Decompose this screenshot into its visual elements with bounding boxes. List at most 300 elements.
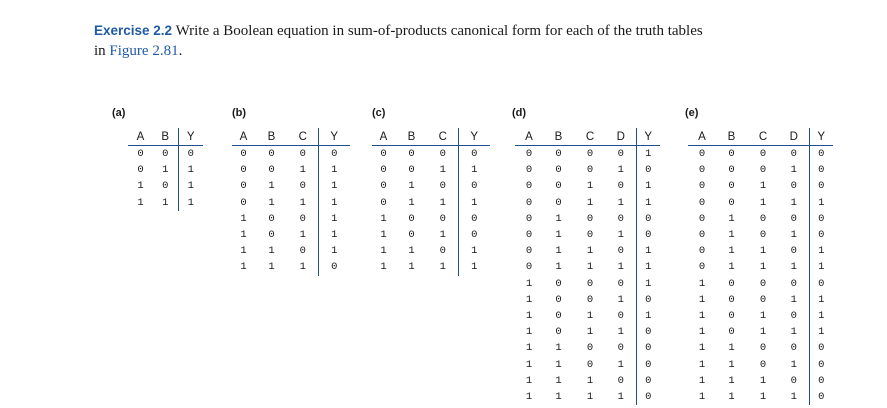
cell-c: 0 [759,342,767,355]
cell-d: 1 [617,293,624,306]
column-header-b: B [153,128,178,146]
cell-y: 1 [809,324,833,340]
table-row [515,227,660,243]
cell-a: 0 [525,229,533,242]
cell-c: 1 [586,390,594,403]
table-row [688,340,833,356]
cell-b: 0 [728,180,735,193]
table-row [688,243,833,259]
cell-a: 1 [137,196,144,209]
cell-d: 0 [617,342,624,355]
cell-y: 0 [809,276,833,292]
table-c-label: (c) [372,107,386,119]
cell-a: 0 [525,261,533,274]
cell-c: 0 [586,277,594,290]
column-header-d: D [779,128,809,146]
column-header-b: B [716,128,747,146]
cell-y: 0 [636,373,660,389]
cell-c: 1 [586,309,594,322]
cell-y: 1 [636,146,660,163]
cell-c: 1 [759,390,767,403]
column-header-c: C [574,128,606,146]
cell-a: 1 [525,342,533,355]
table-row [688,373,833,389]
cell-b: 0 [728,277,735,290]
cell-c: 1 [299,164,306,177]
cell-a: 0 [380,180,387,193]
cell-d: 1 [790,293,797,306]
cell-c: 1 [586,374,594,387]
cell-a: 0 [698,196,706,209]
cell-y: 0 [318,146,350,163]
cell-b: 1 [728,390,735,403]
table-a-label: (a) [112,107,126,119]
cell-b: 1 [728,245,735,258]
table-row [515,373,660,389]
cell-a: 0 [240,196,247,209]
cell-a: 0 [525,196,533,209]
table-e-label: (e) [685,107,699,119]
cell-d: 1 [617,326,624,339]
cell-b: 0 [555,309,562,322]
exercise-label: Exercise 2.2 [94,23,173,38]
cell-b: 1 [555,374,562,387]
cell-b: 1 [728,342,735,355]
cell-y: 1 [636,243,660,259]
table-row [515,389,660,405]
cell-y: 0 [318,259,350,275]
cell-a: 0 [698,164,706,177]
cell-b: 1 [728,229,735,242]
cell-b: 1 [162,196,169,209]
cell-y: 0 [809,373,833,389]
cell-y: 0 [636,292,660,308]
cell-a: 1 [525,390,533,403]
cell-d: 0 [790,245,797,258]
cell-a: 1 [698,293,706,306]
table-d-label: (d) [512,107,527,119]
table-row [128,195,203,211]
cell-b: 1 [555,390,562,403]
cell-b: 0 [728,164,735,177]
cell-a: 1 [698,374,706,387]
cell-y: 1 [458,259,490,275]
cell-y: 1 [178,178,203,194]
cell-b: 0 [408,229,415,242]
cell-y: 0 [636,340,660,356]
truth-table-c [372,128,490,276]
table-row [688,292,833,308]
cell-b: 0 [728,148,735,161]
cell-a: 0 [380,196,387,209]
cell-y: 0 [809,227,833,243]
table-row [372,227,490,243]
cell-a: 1 [698,326,706,339]
cell-a: 1 [698,309,706,322]
table-row [232,211,350,227]
truth-table-a [128,128,203,211]
cell-b: 0 [728,196,735,209]
cell-c: 0 [586,148,594,161]
table-row [515,259,660,275]
cell-b: 0 [728,326,735,339]
table-row [372,195,490,211]
cell-d: 1 [790,261,797,274]
column-header-a: A [515,128,543,146]
cell-b: 1 [555,245,562,258]
cell-d: 0 [617,180,624,193]
cell-y: 1 [318,195,350,211]
cell-y: 0 [636,211,660,227]
cell-b: 0 [555,196,562,209]
cell-d: 0 [617,245,624,258]
truth-table-b [232,128,350,276]
cell-y: 1 [809,292,833,308]
table-row [128,162,203,178]
cell-d: 1 [790,326,797,339]
cell-y: 0 [809,356,833,372]
cell-d: 0 [790,148,797,161]
table-row [232,243,350,259]
table-row [515,211,660,227]
cell-b: 1 [268,180,275,193]
table-row [232,146,350,163]
cell-b: 0 [268,148,275,161]
cell-a: 0 [698,245,706,258]
cell-y: 1 [318,243,350,259]
cell-c: 0 [439,180,446,193]
cell-b: 1 [162,164,169,177]
cell-b: 0 [268,229,275,242]
table-row [688,324,833,340]
cell-d: 0 [617,148,624,161]
cell-y: 1 [636,259,660,275]
cell-b: 0 [555,326,562,339]
cell-y: 0 [458,178,490,194]
table-row [688,356,833,372]
column-header-b: B [395,128,428,146]
cell-b: 1 [728,212,735,225]
cell-b: 1 [555,212,562,225]
cell-c: 1 [759,245,767,258]
table-row [232,162,350,178]
cell-d: 0 [617,374,624,387]
cell-a: 1 [380,261,387,274]
column-header-c: C [747,128,779,146]
table-row [128,178,203,194]
cell-y: 1 [178,162,203,178]
cell-d: 0 [790,180,797,193]
table-row [515,243,660,259]
table-row [372,178,490,194]
cell-d: 1 [790,358,797,371]
cell-y: 0 [809,211,833,227]
cell-a: 0 [137,148,144,161]
cell-b: 1 [728,261,735,274]
cell-c: 0 [586,229,594,242]
cell-a: 0 [698,180,706,193]
cell-a: 0 [698,261,706,274]
table-row [232,259,350,275]
cell-d: 0 [617,277,624,290]
cell-b: 0 [555,148,562,161]
table-b-label: (b) [232,107,247,119]
cell-a: 1 [525,277,533,290]
cell-c: 1 [439,229,446,242]
cell-y: 0 [458,227,490,243]
cell-a: 1 [698,358,706,371]
cell-d: 1 [617,261,624,274]
cell-d: 0 [617,309,624,322]
cell-c: 1 [759,309,767,322]
cell-a: 0 [698,229,706,242]
table-row [515,340,660,356]
cell-a: 1 [240,261,247,274]
cell-y: 0 [458,211,490,227]
cell-d: 1 [790,164,797,177]
cell-a: 1 [525,309,533,322]
cell-a: 1 [698,390,706,403]
cell-a: 0 [525,180,533,193]
cell-c: 1 [586,245,594,258]
cell-b: 0 [728,293,735,306]
cell-c: 1 [759,326,767,339]
cell-c: 1 [759,374,767,387]
table-row [688,227,833,243]
cell-y: 1 [809,195,833,211]
cell-a: 0 [698,148,706,161]
cell-b: 1 [268,196,275,209]
cell-d: 1 [790,196,797,209]
cell-a: 1 [698,277,706,290]
exercise-text: Write a Boolean equation in sum-of-products canonical form for each of the truth tables in [94,23,703,59]
cell-a: 0 [525,245,533,258]
cell-d: 1 [617,390,624,403]
cell-d: 1 [617,196,624,209]
cell-b: 0 [728,309,735,322]
cell-c: 0 [586,164,594,177]
cell-c: 0 [586,358,594,371]
cell-y: 1 [636,276,660,292]
cell-b: 1 [408,196,415,209]
table-row [688,389,833,405]
cell-b: 0 [408,164,415,177]
cell-y: 0 [809,178,833,194]
cell-c: 1 [759,180,767,193]
table-row [688,276,833,292]
cell-b: 0 [555,293,562,306]
cell-c: 0 [586,212,594,225]
column-header-d: D [606,128,636,146]
cell-d: 0 [617,212,624,225]
table-row [232,227,350,243]
cell-c: 1 [439,261,446,274]
cell-y: 1 [178,195,203,211]
cell-b: 0 [268,212,275,225]
cell-c: 0 [759,293,767,306]
cell-a: 1 [380,212,387,225]
cell-a: 0 [240,148,247,161]
cell-y: 1 [458,195,490,211]
cell-c: 1 [586,261,594,274]
table-row [515,146,660,163]
cell-y: 1 [636,195,660,211]
cell-c: 1 [586,196,594,209]
cell-c: 1 [439,164,446,177]
cell-y: 0 [636,162,660,178]
cell-a: 1 [380,245,387,258]
table-row [515,356,660,372]
cell-c: 0 [759,148,767,161]
cell-c: 0 [759,277,767,290]
cell-b: 0 [162,180,169,193]
column-header-a: A [372,128,395,146]
cell-d: 0 [790,342,797,355]
column-header-a: A [688,128,716,146]
cell-c: 0 [299,148,306,161]
column-header-b: B [255,128,288,146]
cell-b: 0 [408,212,415,225]
cell-y: 1 [318,178,350,194]
cell-y: 0 [809,389,833,405]
cell-b: 1 [408,245,415,258]
cell-b: 0 [555,277,562,290]
cell-a: 1 [698,342,706,355]
cell-y: 1 [318,162,350,178]
table-row [515,276,660,292]
table-row [688,162,833,178]
cell-c: 0 [586,293,594,306]
cell-y: 0 [809,162,833,178]
cell-c: 1 [299,261,306,274]
cell-a: 0 [380,164,387,177]
cell-b: 1 [268,261,275,274]
cell-a: 0 [380,148,387,161]
table-row [515,324,660,340]
cell-a: 1 [525,358,533,371]
cell-y: 1 [636,178,660,194]
cell-b: 1 [728,358,735,371]
cell-b: 0 [555,180,562,193]
cell-c: 0 [299,180,306,193]
table-row [688,308,833,324]
column-header-a: A [128,128,153,146]
table-row [515,292,660,308]
table-row [232,178,350,194]
table-row [688,211,833,227]
cell-c: 0 [299,212,306,225]
cell-b: 0 [408,148,415,161]
cell-a: 1 [240,245,247,258]
cell-d: 0 [790,374,797,387]
cell-b: 0 [555,164,562,177]
table-row [372,162,490,178]
cell-c: 0 [759,212,767,225]
table-row [515,178,660,194]
cell-c: 1 [759,261,767,274]
cell-c: 0 [439,245,446,258]
cell-a: 1 [525,293,533,306]
cell-y: 0 [636,356,660,372]
truth-table-d [515,128,660,405]
column-header-c: C [428,128,458,146]
table-row [515,308,660,324]
table-row [688,259,833,275]
cell-y: 1 [809,243,833,259]
cell-a: 0 [240,180,247,193]
table-row [372,146,490,163]
cell-b: 0 [162,148,169,161]
cell-c: 0 [439,212,446,225]
cell-d: 1 [790,390,797,403]
cell-y: 1 [636,308,660,324]
table-row [688,178,833,194]
column-header-y: Y [178,128,203,146]
cell-c: 1 [586,180,594,193]
cell-b: 1 [555,229,562,242]
cell-y: 1 [458,243,490,259]
cell-d: 1 [617,358,624,371]
cell-a: 0 [240,164,247,177]
cell-b: 1 [555,358,562,371]
cell-a: 0 [525,148,533,161]
cell-a: 1 [240,212,247,225]
cell-b: 1 [408,180,415,193]
column-header-c: C [288,128,318,146]
column-header-a: A [232,128,255,146]
cell-c: 0 [586,342,594,355]
cell-a: 0 [525,164,533,177]
figure-reference-link[interactable]: Figure 2.81 [109,43,179,59]
cell-d: 1 [790,229,797,242]
column-header-y: Y [318,128,350,146]
table-row [688,195,833,211]
cell-d: 0 [790,309,797,322]
column-header-y: Y [809,128,833,146]
cell-y: 0 [809,340,833,356]
cell-c: 1 [759,196,767,209]
cell-c: 0 [759,229,767,242]
table-row [515,162,660,178]
cell-b: 1 [268,245,275,258]
cell-a: 1 [380,229,387,242]
cell-y: 0 [178,146,203,163]
column-header-y: Y [636,128,660,146]
cell-a: 0 [137,164,144,177]
cell-c: 1 [439,196,446,209]
cell-b: 1 [728,374,735,387]
cell-c: 0 [759,358,767,371]
cell-c: 0 [439,148,446,161]
column-header-y: Y [458,128,490,146]
cell-a: 1 [240,229,247,242]
cell-c: 1 [299,229,306,242]
cell-y: 0 [636,324,660,340]
cell-y: 1 [809,308,833,324]
cell-y: 0 [458,146,490,163]
cell-c: 0 [299,245,306,258]
cell-a: 1 [525,326,533,339]
cell-d: 0 [790,277,797,290]
table-row [128,146,203,163]
cell-d: 1 [617,164,624,177]
cell-d: 1 [617,229,624,242]
table-row [372,243,490,259]
cell-y: 0 [809,146,833,163]
cell-y: 0 [636,227,660,243]
table-row [232,195,350,211]
exercise-statement [94,21,714,61]
